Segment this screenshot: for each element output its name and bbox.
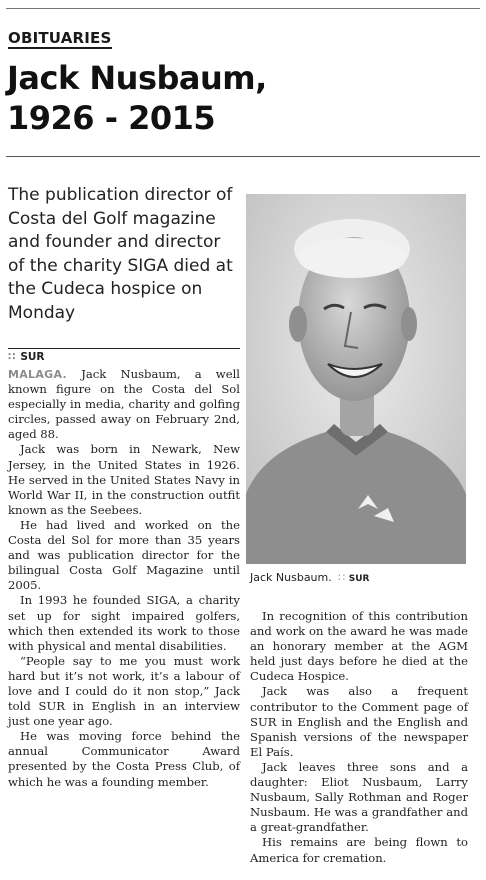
portrait-photo (246, 194, 466, 564)
headline-line-1: Jack Nusbaum, (7, 59, 267, 97)
credit-source: SUR (20, 351, 45, 363)
article-paragraph: Jack was born in Newark, New Jersey, in the United States in 1926. He served in the United States Navy in World War II, in the construction outfit known as the Seebees. (8, 442, 240, 517)
article-paragraph: “People say to me you must work hard but it’s not work, it’s a labour of love and I could do it non stop,” Jack told SUR in English in an interview just one year ago. (8, 653, 240, 729)
article-paragraph: MALAGA. Jack Nusbaum, a well known figure on the Costa del Sol especially in media, charity and golfing circles, passed away on February 2nd, aged 88. (8, 367, 240, 442)
top-rule (6, 8, 480, 9)
divider-rule (6, 156, 480, 157)
credit-dots-icon: ∷ (8, 351, 17, 363)
article-column-right (250, 609, 468, 866)
caption-credit: SUR (348, 574, 370, 584)
article-paragraph: He was moving force behind the annual Communicator Award presented by the Costa Press Club, of which he was a founding member. (8, 729, 240, 789)
article-paragraph: In recognition of this contribution and work on the award he was made an honorary member at the AGM held just days before he died at the Cudeca Hospice. (250, 609, 468, 684)
byline-credit (8, 348, 240, 365)
article-paragraph: He had lived and worked on the Costa del Sol for more than 35 years and was publication director for the bilingual Costa Golf Magazine until 2005. (8, 517, 240, 593)
dateline: MALAGA. (8, 368, 68, 381)
caption-text: Jack Nusbaum. (250, 571, 332, 584)
article-paragraph: Jack was also a frequent contributor to the Comment page of SUR in English and the English and Spanish versions of the newspaper El País. (250, 684, 468, 759)
article-paragraph: Jack leaves three sons and a daughter: Eliot Nusbaum, Larry Nusbaum, Sally Rothman and Roger Nusbaum. He was a grandfather and a great-grandfather. (250, 759, 468, 835)
standfirst: The publication director of Costa del Golf magazine and founder and director of the charity SIGA died at the Cudeca hospice on Monday (8, 185, 233, 323)
article-column-left (8, 367, 240, 790)
section-label: OBITUARIES (8, 29, 112, 47)
article-paragraph: In 1993 he founded SIGA, a charity set up for sight impaired golfers, which then extended its work to those with physical and mental disabilities. (8, 593, 240, 653)
headline-line-2: 1926 - 2015 (7, 99, 216, 137)
caption-dots-icon: ∷ (338, 571, 346, 584)
headline (7, 58, 477, 138)
photo-caption (250, 571, 466, 584)
article-paragraph: His remains are being flown to America for cremation. (250, 835, 468, 865)
